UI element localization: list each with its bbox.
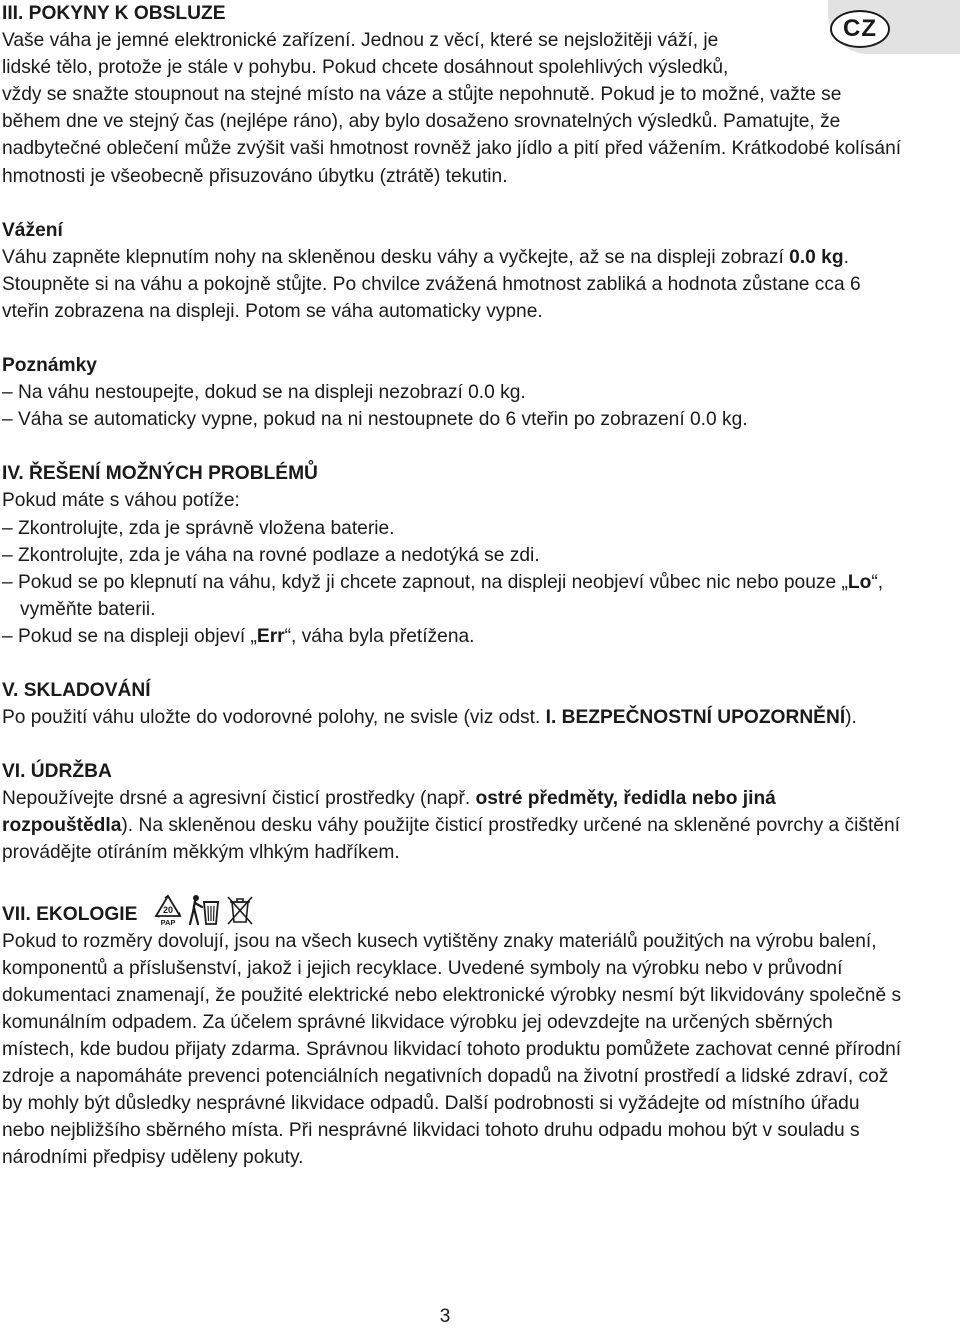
language-badge: CZ bbox=[830, 10, 890, 48]
section-vii-heading: VII. EKOLOGIE bbox=[2, 903, 138, 925]
section-vi-text-main: Nepoužívejte drsné a agresivní čisticí prostředky (např. bbox=[2, 788, 476, 810]
weighing-zero-value: 0.0 kg bbox=[789, 246, 844, 268]
crossed-bin-icon bbox=[225, 894, 255, 926]
page-content bbox=[2, 0, 902, 1171]
section-vii-heading-row bbox=[2, 894, 902, 928]
troubleshoot-item: – Zkontrolujte, zda je váha na rovné podlaze a nedotýká se zdi. bbox=[2, 544, 540, 566]
weighing-text-1-main: Váhu zapněte klepnutím nohy na skleněnou desku váhy a vyčkejte, až se na displeji zobrazí bbox=[2, 246, 790, 268]
troubleshoot-item bbox=[2, 569, 902, 623]
eco-icons bbox=[153, 894, 255, 926]
section-vii-text: Pokud to rozměry dovolují, jsou na všech kusech vytištěny znaky materiálů použitých na výrobu balení, komponentů a příslušenství, jakož i jejich recyklace. Uvedené symboly na výrobku nebo v průvodní dokumentaci znamenají, že použité elektrické nebo elektronické výrobky nesmí být likvidovány společně s komunálním odpadem. Za účelem správné likvidace výrobku jej odevzdejte na určených sběrných místech, kde budou přijaty zdarma. Správnou likvidací tohoto produktu pomůžete zachovat cenné přírodní zdroje a napomáháte prevenci potenciálních negativních dopadů na životní prostředí a lidské zdraví, což by mohly být důsledky nesprávné likvidace odpadů. Další podrobnosti si vyžádejte od místního úřadu nebo nejbližšího sběrného místa. Při nesprávné likvidaci tohoto druhu odpadu mohou být v souladu s národními předpisy uděleny pokuty. bbox=[2, 930, 902, 1169]
section-iii-heading: III. POKYNY K OBSLUZE bbox=[2, 3, 226, 24]
troubleshoot-item-text: “, vyměňte baterii. bbox=[20, 571, 884, 620]
section-v-text-main: Po použití váhu uložte do vodorovné polohy, ne svisle (viz odst. bbox=[2, 707, 546, 729]
section-iii-line-1: Vaše váha je jemné elektronické zařízení. Jednou z věcí, které se nejsložitěji váží, je bbox=[2, 30, 719, 52]
troubleshoot-item-text: – Pokud se na displeji objeví „ bbox=[2, 625, 257, 647]
troubleshoot-item: – Zkontrolujte, zda je správně vložena baterie. bbox=[2, 517, 395, 539]
troubleshoot-item bbox=[2, 623, 902, 650]
section-iii-line-2: lidské tělo, protože je stále v pohybu. Pokud chcete dosáhnout spolehlivých výsledků, bbox=[2, 57, 729, 79]
lo-indicator: Lo bbox=[847, 571, 872, 593]
section-vi-text-end: ). Na skleněnou desku váhy použijte čisticí prostředky určené na skleněné povrchy a čištění provádějte otíráním měkkým vlhkým hadříkem. bbox=[2, 815, 900, 864]
weighing-text-1 bbox=[2, 244, 902, 271]
forbidden-agents: ostré předměty, ředidla nebo jiná rozpouštědla bbox=[2, 788, 776, 837]
weighing-text-2: Stoupněte si na váhu a pokojně stůjte. Po chvilce zvážená hmotnost zabliká a hodnota zůstane cca 6 vteřin zobrazena na displeji. Potom se váha automaticky vypne. bbox=[2, 273, 861, 322]
notes-item: – Na váhu nestoupejte, dokud se na displeji nezobrazí 0.0 kg. bbox=[2, 382, 526, 404]
recycle-label: PAP bbox=[160, 917, 176, 926]
page-number: 3 bbox=[439, 1306, 451, 1327]
troubleshoot-item-text: “, váha byla přetížena. bbox=[284, 625, 475, 647]
weighing-text-1-end: . bbox=[843, 246, 849, 268]
section-v-heading: V. SKLADOVÁNÍ bbox=[2, 679, 151, 701]
recycle-code: 20 bbox=[162, 904, 173, 915]
tidyman-bin-icon bbox=[187, 894, 221, 926]
notes-item: – Váha se automaticky vypne, pokud na ni nestoupnete do 6 vteřin po zobrazení 0.0 kg. bbox=[2, 409, 748, 431]
section-iv-intro: Pokud máte s váhou potíže: bbox=[2, 490, 240, 512]
section-iii-paragraph bbox=[2, 27, 902, 190]
err-indicator: Err bbox=[256, 625, 285, 647]
section-v-text bbox=[2, 704, 902, 731]
weighing-heading: Vážení bbox=[2, 219, 63, 241]
section-vi-heading: VI. ÚDRŽBA bbox=[2, 761, 112, 783]
section-iv-heading: IV. ŘEŠENÍ MOŽNÝCH PROBLÉMŮ bbox=[2, 463, 318, 485]
section-iii-rest: vždy se snažte stoupnout na stejné místo na váze a stůjte nepohnutě. Pokud je to možné, važte se během dne ve stejný čas (nejlépe ráno), aby bylo dosaženo srovnatelných výsledků. Pamatujte, že nadbytečné oblečení může zvýšit vaši hmotnost rovněž jako jídlo a pití před vážením. Krátkodobé kolísání hmotnosti je všeobecně přisuzováno úbytku (ztrátě) tekutin. bbox=[2, 84, 902, 187]
section-v-text-end: ). bbox=[845, 707, 857, 729]
troubleshoot-item-text: – Pokud se po klepnutí na váhu, když ji chcete zapnout, na displeji neobjeví vůbec nic nebo pouze „ bbox=[2, 571, 848, 593]
recycling-pap-icon bbox=[153, 894, 183, 926]
notes-heading: Poznámky bbox=[2, 355, 97, 377]
safety-reference: I. BEZPEČNOSTNÍ UPOZORNĚNÍ bbox=[545, 707, 846, 729]
section-vi-text bbox=[2, 785, 902, 866]
